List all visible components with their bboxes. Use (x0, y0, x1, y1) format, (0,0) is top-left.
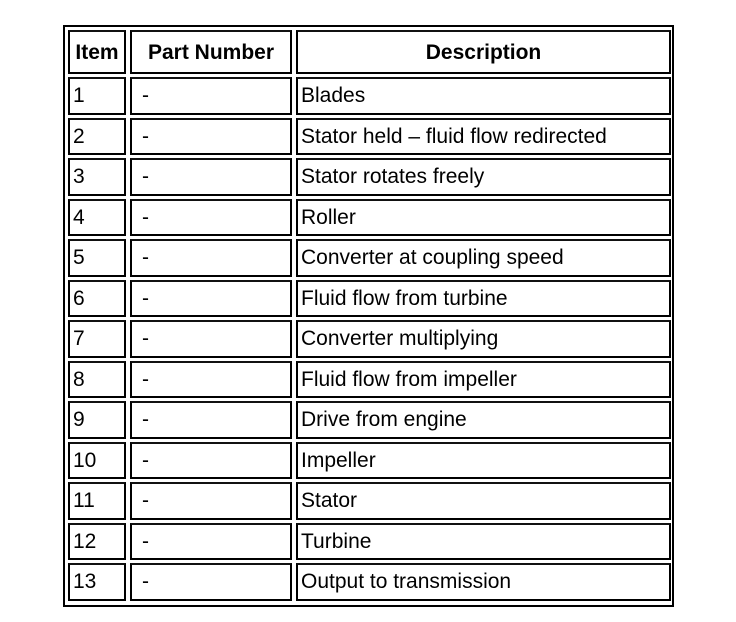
cell-item: 12 (68, 523, 126, 561)
header-description: Description (296, 30, 671, 74)
cell-part-number: - (130, 361, 292, 399)
cell-item: 3 (68, 158, 126, 196)
cell-part-number: - (130, 199, 292, 237)
cell-part-number: - (130, 442, 292, 480)
cell-item: 13 (68, 563, 126, 601)
cell-description: Fluid flow from turbine (296, 280, 671, 318)
cell-description: Drive from engine (296, 401, 671, 439)
cell-description: Fluid flow from impeller (296, 361, 671, 399)
cell-part-number: - (130, 563, 292, 601)
cell-item: 4 (68, 199, 126, 237)
cell-part-number: - (130, 320, 292, 358)
cell-description: Blades (296, 77, 671, 115)
parts-table (63, 25, 674, 607)
cell-part-number: - (130, 401, 292, 439)
cell-item: 6 (68, 280, 126, 318)
cell-description: Stator (296, 482, 671, 520)
cell-description: Turbine (296, 523, 671, 561)
cell-part-number: - (130, 482, 292, 520)
cell-item: 1 (68, 77, 126, 115)
cell-part-number: - (130, 239, 292, 277)
cell-part-number: - (130, 158, 292, 196)
cell-item: 11 (68, 482, 126, 520)
cell-description: Converter at coupling speed (296, 239, 671, 277)
cell-item: 10 (68, 442, 126, 480)
cell-part-number: - (130, 77, 292, 115)
header-part-number: Part Number (130, 30, 292, 74)
cell-description: Roller (296, 199, 671, 237)
cell-item: 9 (68, 401, 126, 439)
cell-item: 8 (68, 361, 126, 399)
cell-description: Stator held – fluid flow redirected (296, 118, 671, 156)
cell-description: Stator rotates freely (296, 158, 671, 196)
cell-part-number: - (130, 523, 292, 561)
cell-part-number: - (130, 118, 292, 156)
header-item: Item (68, 30, 126, 74)
cell-description: Converter multiplying (296, 320, 671, 358)
cell-description: Output to transmission (296, 563, 671, 601)
cell-item: 2 (68, 118, 126, 156)
cell-item: 7 (68, 320, 126, 358)
cell-item: 5 (68, 239, 126, 277)
cell-description: Impeller (296, 442, 671, 480)
cell-part-number: - (130, 280, 292, 318)
